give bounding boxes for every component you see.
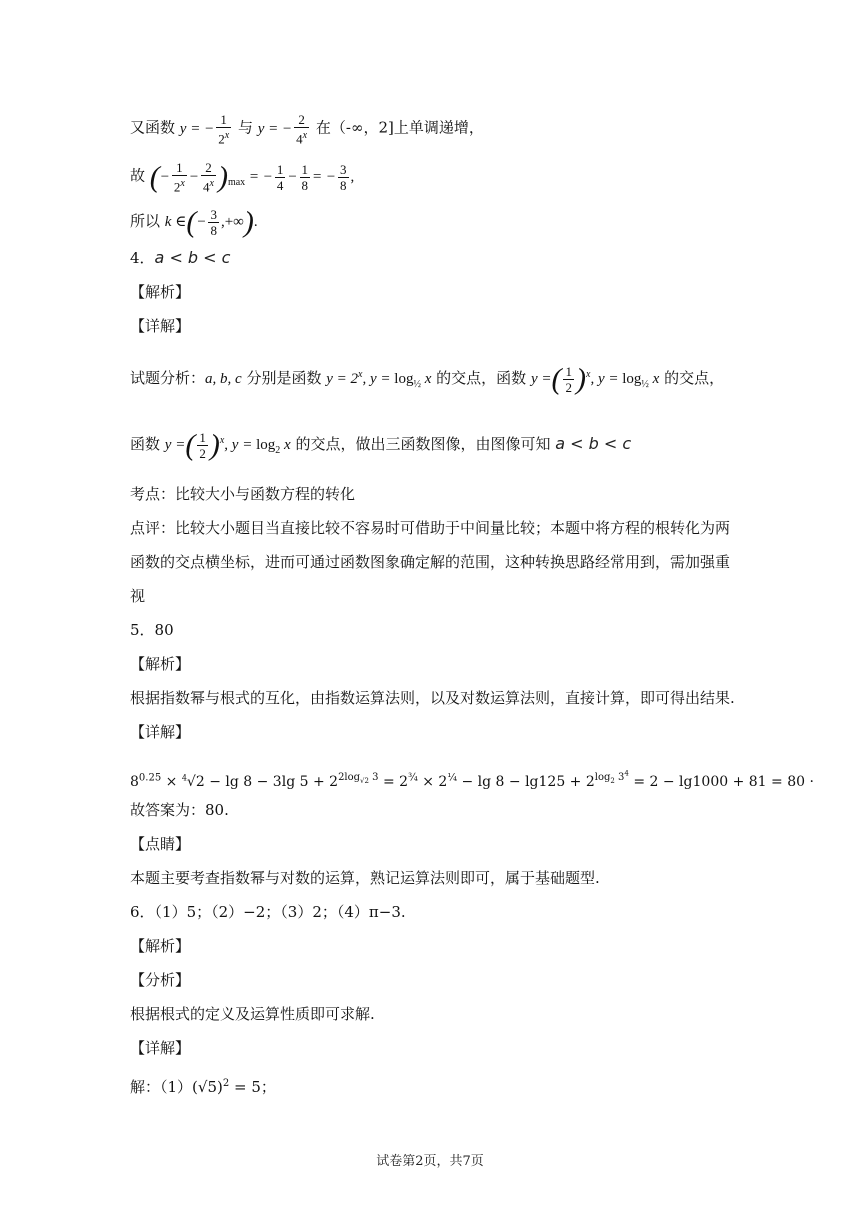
q5-answer: 故答案为：80.	[130, 801, 229, 819]
q4-dianping-1: 点评：比较大小题目当直接比较不容易时可借助于中间量比较；本题中将方程的根转化为两	[130, 519, 731, 537]
page-footer: 试卷第2页，共7页	[376, 1154, 484, 1169]
q6-header: 6．（1）5；（2）−2；（3）2；（4）π−3.	[130, 903, 406, 921]
q5-jiexi-text: 根据指数幂与根式的互化，由指数运算法则，以及对数运算法则，直接计算，即可得出结果.	[130, 689, 735, 707]
q5-dianjing-text: 本题主要考查指数幂与对数的运算，熟记运算法则即可，属于基础题型.	[130, 869, 600, 887]
q5-xiangjie: 【详解】	[130, 723, 191, 741]
line-max: 故 (− $\frac{1}{2^x}$ − $\frac{2}{4^x}$ )$_{max}$ = − $\frac{1}{4}$ − $\frac{1}{8}$ = − $\frac{3}{8}$ ,	[130, 160, 355, 195]
q4-dianping-3: 视	[130, 587, 146, 605]
q4-xiangjie: 【详解】	[130, 317, 191, 335]
q5-dianjing: 【点睛】	[130, 835, 191, 853]
formula-funcs-3: y =( $\frac{1}{2}$ )$^x$, $y = \log_2 x$	[164, 428, 291, 462]
q6-fenxi-text: 根据根式的定义及运算性质即可求解.	[130, 1005, 375, 1023]
formula-sqrt5: $(√5)^2 = 5$；	[192, 1078, 276, 1096]
q4-analysis-line1: 试题分析：a, b, c 分别是函数 $y = 2^x$, $y = \log_{\frac{1}{2}} x$ 的交点，函数 y =( $\frac{1}{2}$ )$^x$, $y = \log_{\frac{1}{2}} x$ 的交点，	[130, 362, 725, 396]
q4-jiexi: 【解析】	[130, 283, 191, 301]
formula-y2: y = − $\frac{2}{4^x}$	[257, 112, 308, 147]
q5-computation: $8^{0.25} \times ^4√2 - \lg 8 - 3\lg$ $5 + 2^{2log_{√2} 3} = 2^{\frac{3}{4}} \times 2^{\frac{1}{4}} - \lg 8 - \lg 125 + 2^{log_2 3^4} = 2 - \lg 1000 + 81 = 80$ ·	[130, 770, 814, 790]
line-k-range: 所以 k ∈(− $\frac{3}{8}$ ,+∞).	[130, 205, 258, 239]
q6-solution-1: 解：$(1)(√5)^2 = 5$；	[130, 1078, 276, 1096]
formula-k: k ∈(− $\frac{3}{8}$ ,+∞).	[164, 205, 258, 239]
q5-header: 5．80	[130, 621, 174, 639]
q4-header: 4．a < b < c	[130, 248, 231, 267]
formula-y1: y = − $\frac{1}{2^x}$	[179, 112, 230, 147]
q4-kaodian: 考点：比较大小与函数方程的转化	[130, 485, 356, 503]
q6-fenxi: 【分析】	[130, 971, 191, 989]
formula-funcs-1: $y = 2^x$, $y = \log_{\frac{1}{2}} x$	[326, 368, 432, 390]
q4-analysis-line2: 函数 y =( $\frac{1}{2}$ )$^x$, $y = \log_2 x$ 的交点，做出三函数图像，由图像可知 a < b < c	[130, 428, 632, 462]
q5-jiexi: 【解析】	[130, 655, 191, 673]
formula-max: (− $\frac{1}{2^x}$ − $\frac{2}{4^x}$ )$_{max}$ = − $\frac{1}{4}$ − $\frac{1}{8}$ = − $\frac{3}{8}$ ,	[149, 160, 355, 195]
q4-dianping-2: 函数的交点横坐标，进而可通过函数图象确定解的范围，这种转换思路经常用到，需加强重	[130, 553, 731, 571]
q6-jiexi: 【解析】	[130, 937, 191, 955]
formula-funcs-2: y =( $\frac{1}{2}$ )$^x$, $y = \log_{\frac{1}{2}} x$	[530, 362, 660, 396]
line-monotonic: 又函数 y = − $\frac{1}{2^x}$ 与 y = − $\frac{2}{4^x}$ 在（-∞，2]上单调递增，	[130, 112, 484, 147]
q6-xiangjie: 【详解】	[130, 1039, 191, 1057]
